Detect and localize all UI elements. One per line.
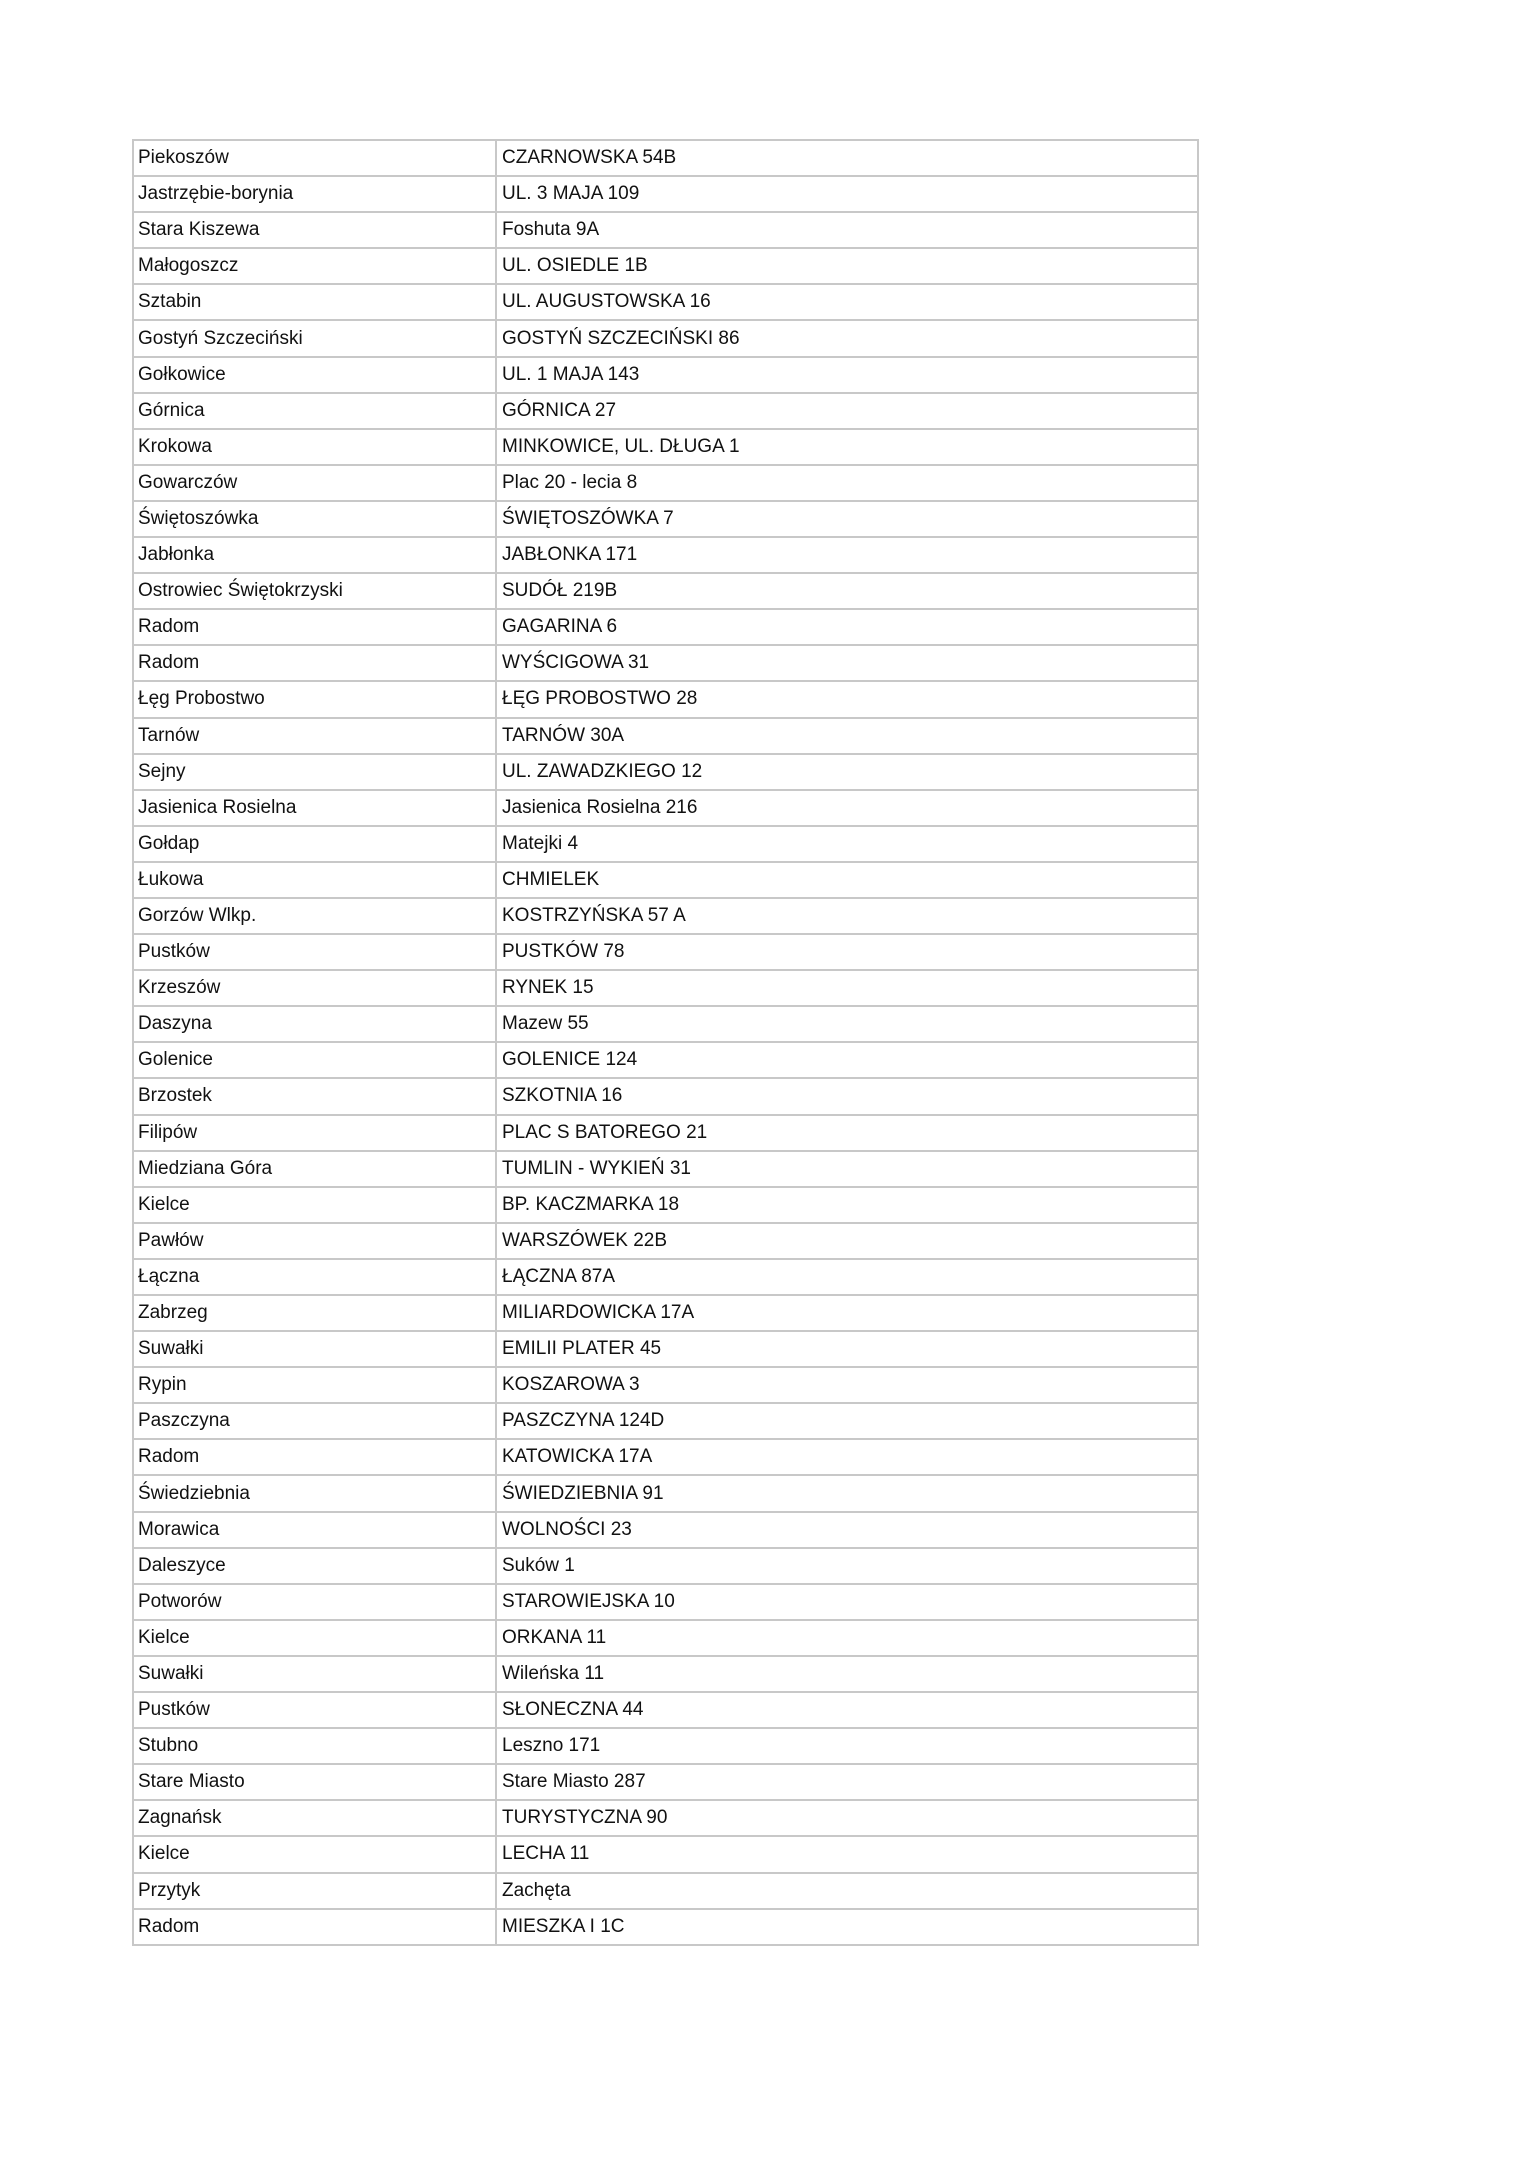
address-cell: SŁONECZNA 44 (496, 1692, 1198, 1728)
address-cell: TUMLIN - WYKIEŃ 31 (496, 1151, 1198, 1187)
table-row (133, 357, 1198, 393)
city-cell: Tarnów (133, 718, 496, 754)
city-cell: Gorzów Wlkp. (133, 898, 496, 934)
address-cell: ŁĄCZNA 87A (496, 1259, 1198, 1295)
address-cell: UL. AUGUSTOWSKA 16 (496, 284, 1198, 320)
table-row (133, 1548, 1198, 1584)
table-row (133, 1909, 1198, 1945)
table-row (133, 1187, 1198, 1223)
address-cell: KATOWICKA 17A (496, 1439, 1198, 1475)
city-cell: Przytyk (133, 1873, 496, 1909)
table-row (133, 1656, 1198, 1692)
city-cell: Stubno (133, 1728, 496, 1764)
address-cell: MILIARDOWICKA 17A (496, 1295, 1198, 1331)
city-cell: Gostyń Szczeciński (133, 320, 496, 356)
address-table-body (133, 140, 1198, 1945)
address-cell: UL. OSIEDLE 1B (496, 248, 1198, 284)
table-row (133, 501, 1198, 537)
table-row (133, 1115, 1198, 1151)
city-cell: Golenice (133, 1042, 496, 1078)
address-cell: SUDÓŁ 219B (496, 573, 1198, 609)
city-cell: Kielce (133, 1620, 496, 1656)
table-row (133, 1764, 1198, 1800)
address-cell: WARSZÓWEK 22B (496, 1223, 1198, 1259)
city-cell: Sztabin (133, 284, 496, 320)
city-cell: Zagnańsk (133, 1800, 496, 1836)
address-cell: RYNEK 15 (496, 970, 1198, 1006)
table-row (133, 681, 1198, 717)
city-cell: Radom (133, 645, 496, 681)
city-cell: Pawłów (133, 1223, 496, 1259)
city-cell: Kielce (133, 1187, 496, 1223)
table-row (133, 609, 1198, 645)
city-cell: Kielce (133, 1836, 496, 1872)
city-cell: Stare Miasto (133, 1764, 496, 1800)
table-row (133, 140, 1198, 176)
city-cell: Świętoszówka (133, 501, 496, 537)
table-row (133, 1620, 1198, 1656)
table-row (133, 754, 1198, 790)
city-cell: Sejny (133, 754, 496, 790)
table-row (133, 898, 1198, 934)
city-cell: Małogoszcz (133, 248, 496, 284)
table-row (133, 1512, 1198, 1548)
city-cell: Górnica (133, 393, 496, 429)
city-cell: Daleszyce (133, 1548, 496, 1584)
address-cell: ŚWIEDZIEBNIA 91 (496, 1475, 1198, 1511)
city-cell: Łączna (133, 1259, 496, 1295)
address-cell: GÓRNICA 27 (496, 393, 1198, 429)
city-cell: Stara Kiszewa (133, 212, 496, 248)
address-cell: GAGARINA 6 (496, 609, 1198, 645)
address-cell: ŁĘG PROBOSTWO 28 (496, 681, 1198, 717)
table-row (133, 537, 1198, 573)
address-cell: Stare Miasto 287 (496, 1764, 1198, 1800)
address-cell: EMILII PLATER 45 (496, 1331, 1198, 1367)
city-cell: Pustków (133, 1692, 496, 1728)
table-row (133, 1439, 1198, 1475)
address-cell: TURYSTYCZNA 90 (496, 1800, 1198, 1836)
address-cell: TARNÓW 30A (496, 718, 1198, 754)
city-cell: Radom (133, 609, 496, 645)
address-cell: UL. 3 MAJA 109 (496, 176, 1198, 212)
city-cell: Miedziana Góra (133, 1151, 496, 1187)
city-cell: Krokowa (133, 429, 496, 465)
table-row (133, 1367, 1198, 1403)
city-cell: Brzostek (133, 1078, 496, 1114)
city-cell: Suwałki (133, 1656, 496, 1692)
address-cell: SZKOTNIA 16 (496, 1078, 1198, 1114)
table-row (133, 1692, 1198, 1728)
city-cell: Łukowa (133, 862, 496, 898)
address-cell: STAROWIEJSKA 10 (496, 1584, 1198, 1620)
table-row (133, 573, 1198, 609)
address-cell: JABŁONKA 171 (496, 537, 1198, 573)
table-row (133, 320, 1198, 356)
address-cell: Matejki 4 (496, 826, 1198, 862)
city-cell: Morawica (133, 1512, 496, 1548)
city-cell: Rypin (133, 1367, 496, 1403)
table-row (133, 790, 1198, 826)
table-row (133, 1873, 1198, 1909)
address-cell: WOLNOŚCI 23 (496, 1512, 1198, 1548)
table-row (133, 1728, 1198, 1764)
city-cell: Świedziebnia (133, 1475, 496, 1511)
table-row (133, 1403, 1198, 1439)
address-cell: MIESZKA I 1C (496, 1909, 1198, 1945)
address-cell: UL. ZAWADZKIEGO 12 (496, 754, 1198, 790)
address-cell: GOLENICE 124 (496, 1042, 1198, 1078)
city-cell: Potworów (133, 1584, 496, 1620)
city-cell: Gowarczów (133, 465, 496, 501)
address-cell: UL. 1 MAJA 143 (496, 357, 1198, 393)
table-row (133, 862, 1198, 898)
address-cell: KOSZAROWA 3 (496, 1367, 1198, 1403)
table-row (133, 970, 1198, 1006)
city-cell: Gołdap (133, 826, 496, 862)
table-row (133, 1584, 1198, 1620)
table-row (133, 1078, 1198, 1114)
city-cell: Paszczyna (133, 1403, 496, 1439)
address-cell: PUSTKÓW 78 (496, 934, 1198, 970)
city-cell: Pustków (133, 934, 496, 970)
address-cell: GOSTYŃ SZCZECIŃSKI 86 (496, 320, 1198, 356)
address-cell: Plac 20 - lecia 8 (496, 465, 1198, 501)
city-cell: Zabrzeg (133, 1295, 496, 1331)
table-row (133, 1331, 1198, 1367)
address-cell: CHMIELEK (496, 862, 1198, 898)
address-cell: WYŚCIGOWA 31 (496, 645, 1198, 681)
table-row (133, 284, 1198, 320)
city-cell: Suwałki (133, 1331, 496, 1367)
address-cell: CZARNOWSKA 54B (496, 140, 1198, 176)
table-row (133, 1295, 1198, 1331)
city-cell: Krzeszów (133, 970, 496, 1006)
table-row (133, 248, 1198, 284)
table-row (133, 429, 1198, 465)
city-cell: Jasienica Rosielna (133, 790, 496, 826)
table-row (133, 1259, 1198, 1295)
city-cell: Daszyna (133, 1006, 496, 1042)
table-row (133, 1151, 1198, 1187)
table-row (133, 1836, 1198, 1872)
address-cell: Zachęta (496, 1873, 1198, 1909)
address-table (132, 139, 1199, 1946)
address-cell: KOSTRZYŃSKA 57 A (496, 898, 1198, 934)
table-row (133, 393, 1198, 429)
address-cell: PLAC S BATOREGO 21 (496, 1115, 1198, 1151)
city-cell: Jabłonka (133, 537, 496, 573)
table-row (133, 1006, 1198, 1042)
city-cell: Jastrzębie-borynia (133, 176, 496, 212)
table-row (133, 934, 1198, 970)
address-cell: Jasienica Rosielna 216 (496, 790, 1198, 826)
address-cell: PASZCZYNA 124D (496, 1403, 1198, 1439)
address-cell: Foshuta 9A (496, 212, 1198, 248)
address-table-container (132, 139, 1197, 1946)
table-row (133, 645, 1198, 681)
table-row (133, 1223, 1198, 1259)
city-cell: Filipów (133, 1115, 496, 1151)
table-row (133, 212, 1198, 248)
address-cell: Mazew 55 (496, 1006, 1198, 1042)
city-cell: Ostrowiec Świętokrzyski (133, 573, 496, 609)
address-cell: ŚWIĘTOSZÓWKA 7 (496, 501, 1198, 537)
city-cell: Radom (133, 1909, 496, 1945)
table-row (133, 465, 1198, 501)
address-cell: LECHA 11 (496, 1836, 1198, 1872)
city-cell: Radom (133, 1439, 496, 1475)
city-cell: Piekoszów (133, 140, 496, 176)
city-cell: Łęg Probostwo (133, 681, 496, 717)
table-row (133, 176, 1198, 212)
address-cell: Leszno 171 (496, 1728, 1198, 1764)
table-row (133, 1800, 1198, 1836)
city-cell: Gołkowice (133, 357, 496, 393)
address-cell: Suków 1 (496, 1548, 1198, 1584)
table-row (133, 718, 1198, 754)
table-row (133, 826, 1198, 862)
address-cell: Wileńska 11 (496, 1656, 1198, 1692)
address-cell: MINKOWICE, UL. DŁUGA 1 (496, 429, 1198, 465)
address-cell: ORKANA 11 (496, 1620, 1198, 1656)
table-row (133, 1475, 1198, 1511)
table-row (133, 1042, 1198, 1078)
address-cell: BP. KACZMARKA 18 (496, 1187, 1198, 1223)
